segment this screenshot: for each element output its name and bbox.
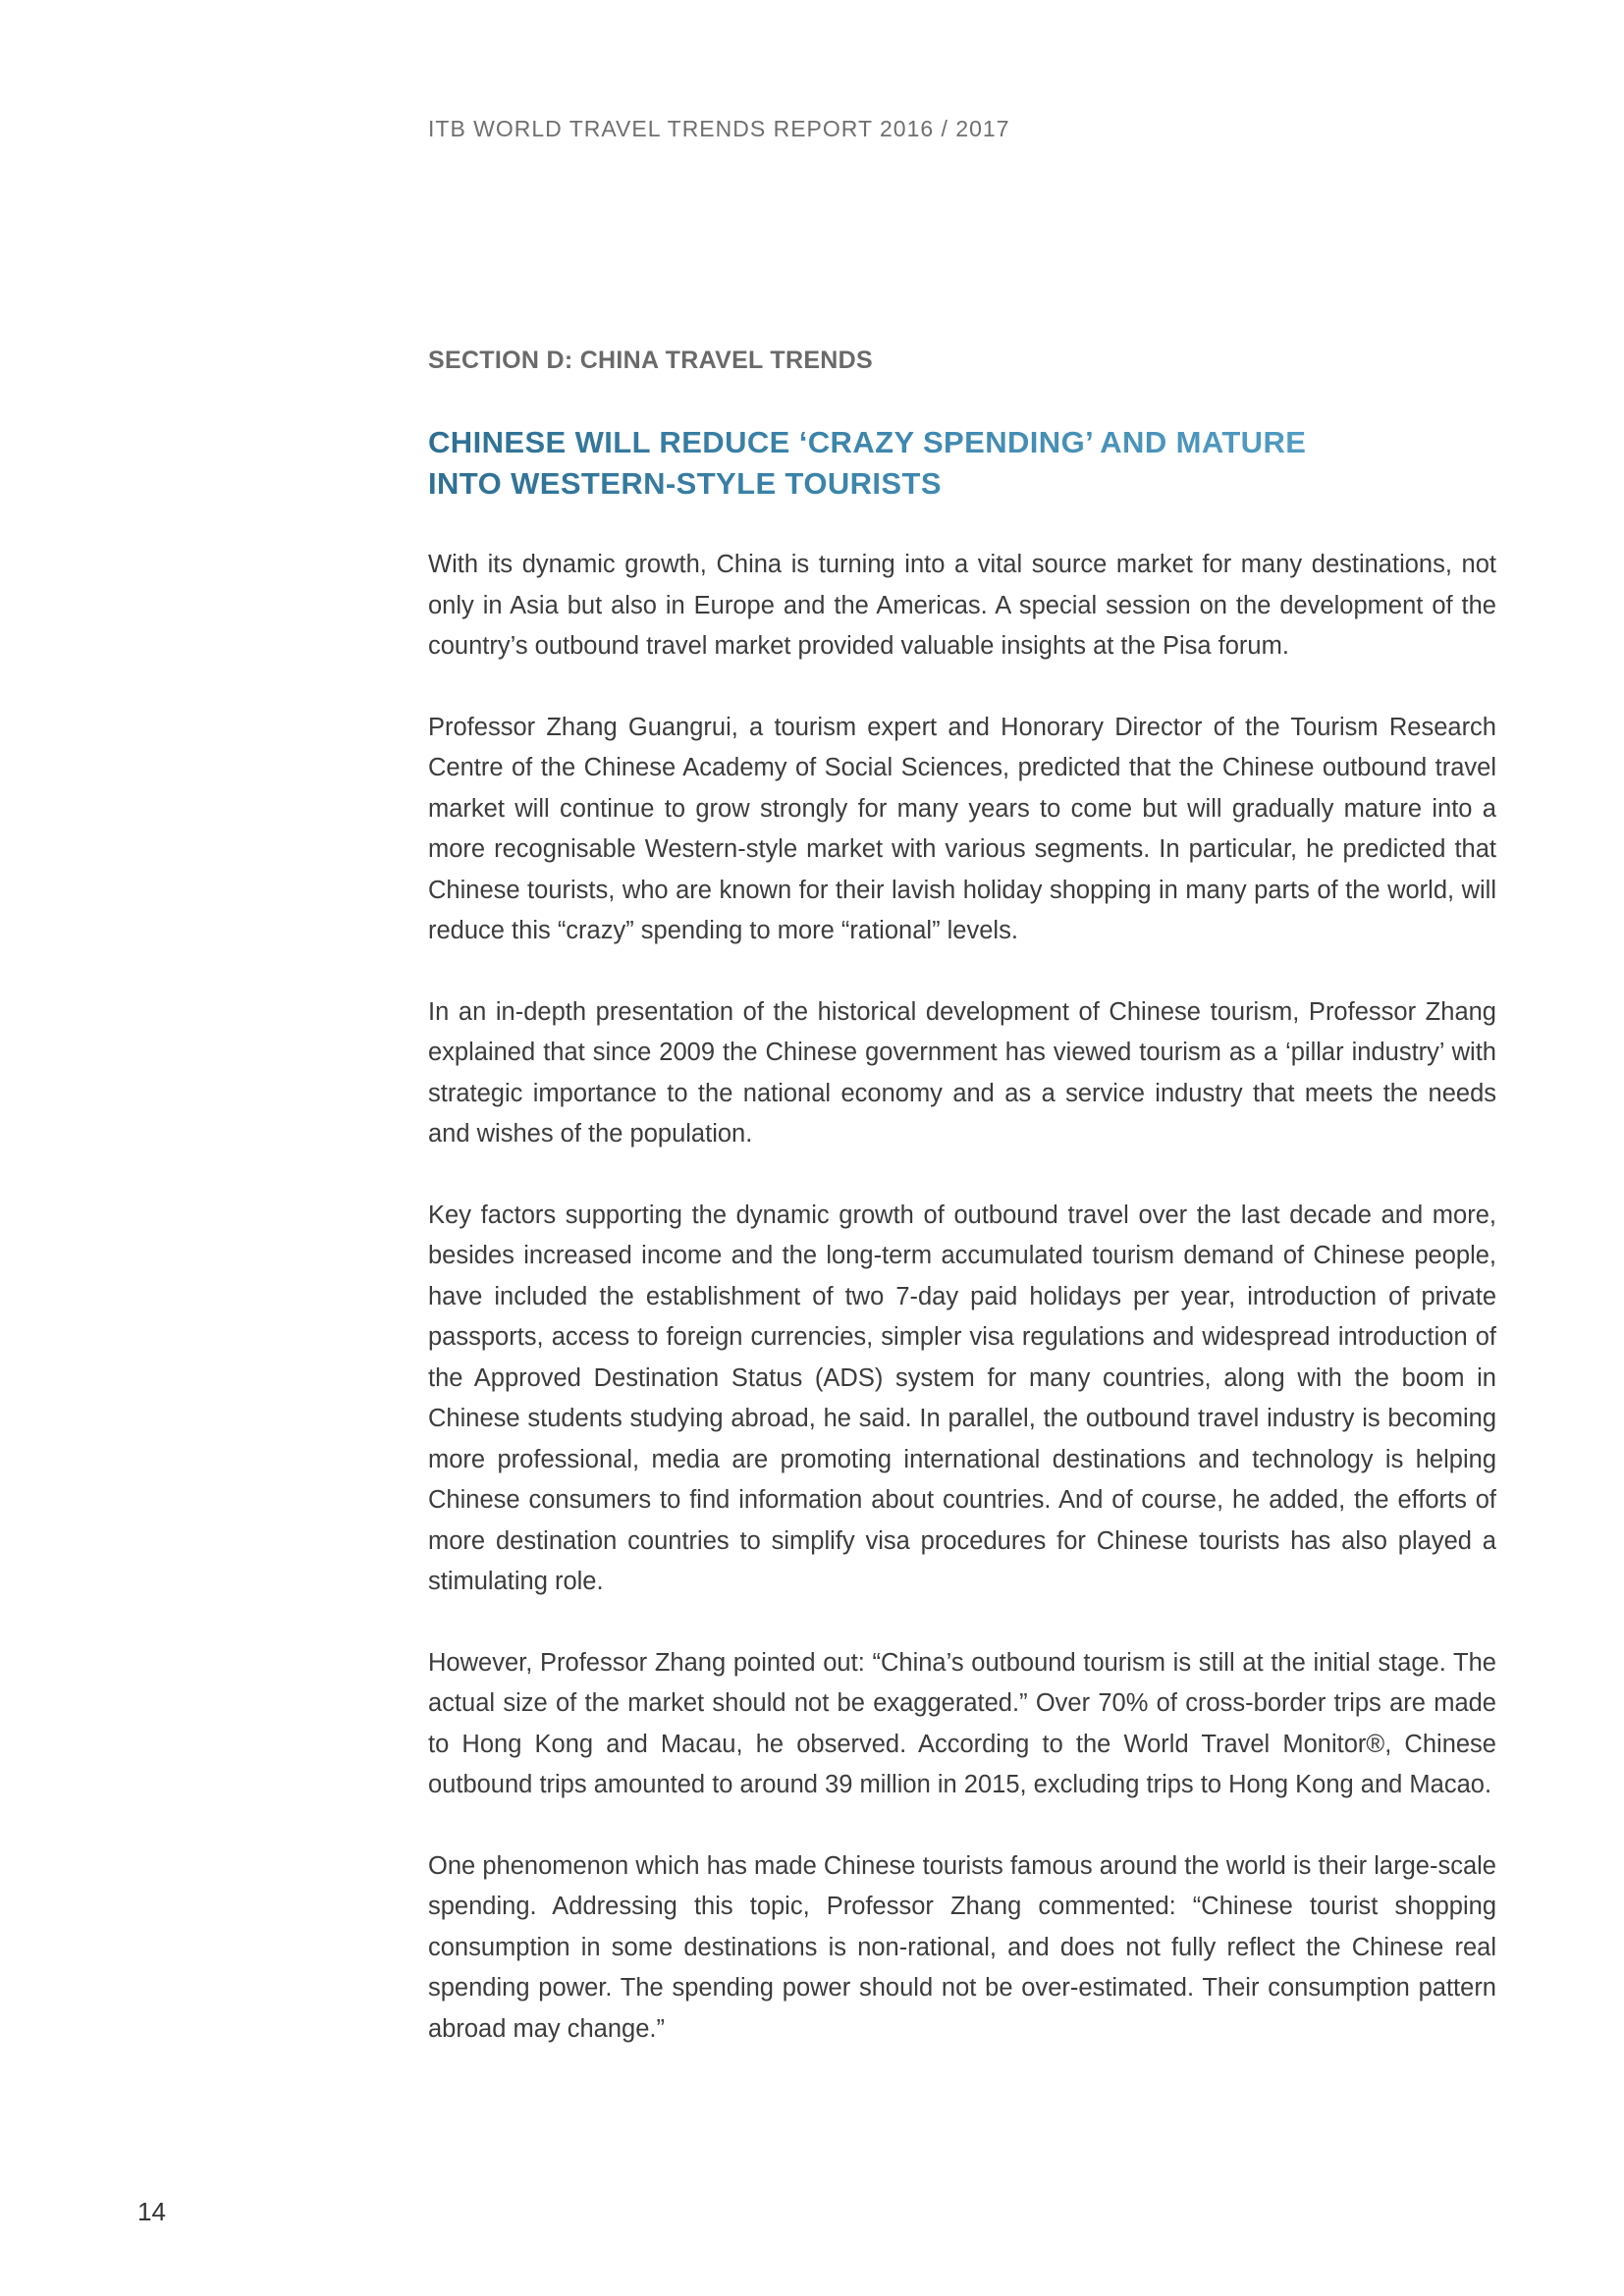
- paragraph-initial-stage: However, Professor Zhang pointed out: “China’s outbound tourism is still at the initial stage. The actual size of the market should not be exaggerated.” Over 70% of cross-border trips are made to Hong Kong and Macau, he observed. According to the World Travel Monitor®, Chinese outbound trips amounted to around 39 million in 2015, excluding trips to Hong Kong and Macao.: [428, 1648, 1496, 1798]
- paragraph-key-factors: Key factors supporting the dynamic growth of outbound travel over the last decade and more, besides increased income and the long-term accumulated tourism demand of Chinese people, have included the establishment of two 7-day paid holidays per year, introduction of private passports, access to foreign currencies, simpler visa regulations and widespread introduction of the Approved Destination Status (ADS) system for many countries, along with the boom in Chinese students studying abroad, he said. In parallel, the outbound travel industry is becoming more professional, media are promoting international destinations and technology is helping Chinese consumers to find information about countries. And of course, he added, the efforts of more destination countries to simplify visa procedures for Chinese tourists has also played a stimulating role.: [428, 1201, 1496, 1595]
- running-header: ITB WORLD TRAVEL TRENDS REPORT 2016 / 2017: [428, 116, 1010, 141]
- paragraph-historical-development: In an in-depth presentation of the historical development of Chinese tourism, Professor Zhang explained that since 2009 the Chinese government has viewed tourism as a ‘pillar industry’ with strategic importance to the national economy and as a service industry that meets the needs and wishes of the population.: [428, 997, 1496, 1148]
- article-body: [428, 545, 1496, 2090]
- headline-line-1: CHINESE WILL REDUCE ‘CRAZY SPENDING’ AND MATURE: [428, 422, 1508, 463]
- headline-line-2: INTO WESTERN-STYLE TOURISTS: [428, 463, 1508, 505]
- section-label: SECTION D: CHINA TRAVEL TRENDS: [428, 347, 873, 374]
- paragraph-intro: With its dynamic growth, China is turning into a vital source market for many destinations, not only in Asia but also in Europe and the Americas. A special session on the development of the country’s outbound travel market provided valuable insights at the Pisa forum.: [428, 551, 1496, 660]
- paragraph-spending: One phenomenon which has made Chinese tourists famous around the world is their large-scale spending. Addressing this topic, Professor Zhang commented: “Chinese tourist shopping consumption in some destinations is non-rational, and does not fully reflect the Chinese real spending power. The spending power should not be over-estimated. Their consumption pattern abroad may change.”: [428, 1851, 1496, 2043]
- paragraph-zhang-prediction: Professor Zhang Guangrui, a tourism expert and Honorary Director of the Tourism Research Centre of the Chinese Academy of Social Sciences, predicted that the Chinese outbound travel market will continue to grow strongly for many years to come but will gradually mature into a more recognisable Western-style market with various segments. In particular, he predicted that Chinese tourists, who are known for their lavish holiday shopping in many parts of the world, will reduce this “crazy” spending to more “rational” levels.: [428, 713, 1496, 944]
- article-headline: [428, 422, 1508, 505]
- page-number: 14: [137, 2197, 166, 2226]
